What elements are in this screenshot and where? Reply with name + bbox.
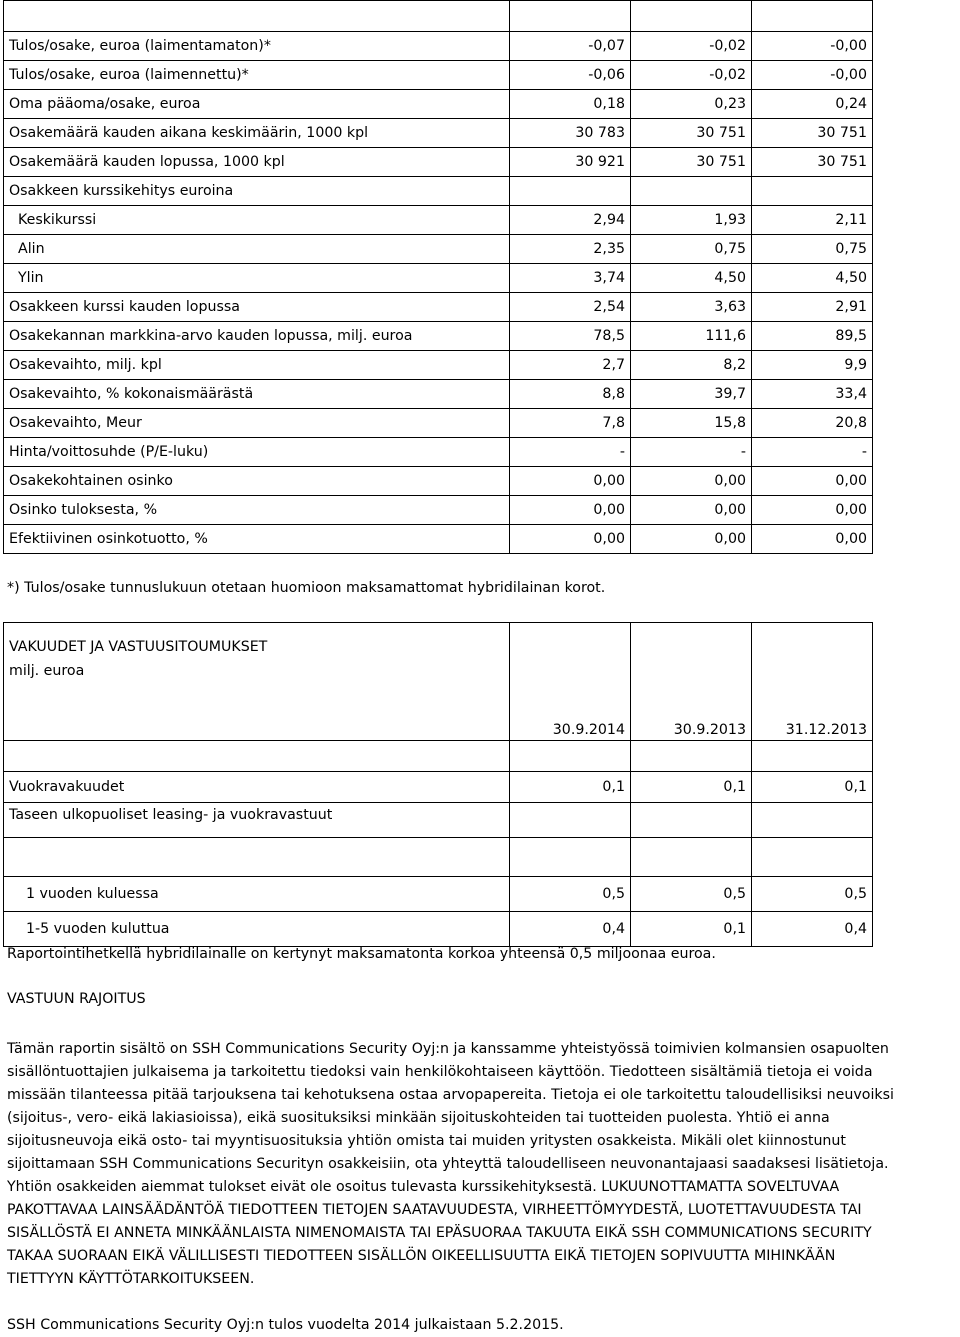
key-figure-value: 8,8	[510, 380, 631, 409]
key-figure-label: Alin	[4, 235, 510, 264]
disclaimer-line: TIETTYYN KÄYTTÖTARKOITUKSEEN.	[7, 1271, 255, 1287]
key-figure-value: -0,07	[510, 32, 631, 61]
key-figure-value: 0,00	[510, 496, 631, 525]
key-figure-value: -0,02	[631, 61, 752, 90]
commitments-title: VAKUUDET JA VASTUUSITOUMUKSET	[9, 639, 268, 655]
key-figure-value: 2,7	[510, 351, 631, 380]
key-figure-value: 0,75	[752, 235, 873, 264]
key-figure-value: 2,91	[752, 293, 873, 322]
key-figure-value: 0,00	[631, 496, 752, 525]
disclaimer-text	[7, 1038, 957, 1291]
key-figure-value	[631, 177, 752, 206]
rent-value-1: 0,1	[510, 772, 631, 803]
date-header-3: 31.12.2013	[752, 623, 873, 741]
key-figure-row	[4, 496, 873, 525]
key-figure-label: Osakemäärä kauden lopussa, 1000 kpl	[4, 148, 510, 177]
disclaimer-line: sisällöntuottajien julkaisema ja tarkoitettu tiedoksi vain henkilökohtaiseen käyttöön. Tiedotteen sisältämiä tietoja ei voida	[7, 1064, 873, 1080]
disclaimer-title: VASTUUN RAJOITUS	[7, 991, 146, 1007]
key-figure-row	[4, 206, 873, 235]
key-figure-row	[4, 380, 873, 409]
leasing-sub-value: 0,5	[752, 877, 873, 912]
key-figure-value: 7,8	[510, 409, 631, 438]
key-figure-label: Oma pääoma/osake, euroa	[4, 90, 510, 119]
key-figure-row	[4, 293, 873, 322]
key-figures-body	[4, 1, 873, 554]
key-figure-value: 0,00	[510, 525, 631, 554]
spacer-row	[4, 838, 873, 877]
key-figure-row	[4, 148, 873, 177]
leasing-within-1-year-row	[4, 877, 873, 912]
key-figure-value: 15,8	[631, 409, 752, 438]
key-figure-value: -	[631, 438, 752, 467]
disclaimer-line: Tämän raportin sisältö on SSH Communications Security Oyj:n ja kanssamme yhteistyössä toimivien kolmansien osapuolten	[7, 1041, 889, 1057]
key-figure-value: 0,00	[631, 467, 752, 496]
header-cell-col1	[510, 1, 631, 32]
disclaimer-line: sijoittamaan SSH Communications Securityn osakkeisiin, ota yhteyttä taloudelliseen neuvonantajaasi saadaksesi lisätietoja.	[7, 1156, 889, 1172]
key-figure-label: Efektiivinen osinkotuotto, %	[4, 525, 510, 554]
key-figure-value: 3,74	[510, 264, 631, 293]
key-figure-value: 4,50	[752, 264, 873, 293]
key-figure-label: Hinta/voittosuhde (P/E-luku)	[4, 438, 510, 467]
key-figure-row	[4, 177, 873, 206]
key-figure-row	[4, 32, 873, 61]
key-figure-value	[752, 177, 873, 206]
key-figure-value: 89,5	[752, 322, 873, 351]
leasing-sub-label: 1 vuoden kuluessa	[4, 877, 510, 912]
leasing-sub-value: 0,5	[510, 877, 631, 912]
date-header-2: 30.9.2013	[631, 623, 752, 741]
key-figure-value: -0,02	[631, 32, 752, 61]
key-figure-label: Osakkeen kurssikehitys euroina	[4, 177, 510, 206]
key-figure-label: Tulos/osake, euroa (laimennettu)*	[4, 61, 510, 90]
key-figure-value: 2,94	[510, 206, 631, 235]
leasing-label: Taseen ulkopuoliset leasing- ja vuokravastuut	[4, 803, 510, 838]
publish-date-note: SSH Communications Security Oyj:n tulos vuodelta 2014 julkaistaan 5.2.2015.	[7, 1317, 564, 1333]
leasing-sub-value: 0,1	[631, 912, 752, 947]
key-figure-value: 0,00	[752, 525, 873, 554]
commitments-header-row	[4, 623, 873, 741]
key-figure-row	[4, 61, 873, 90]
rent-guarantees-row	[4, 772, 873, 803]
key-figure-value: 111,6	[631, 322, 752, 351]
key-figure-value: 30 751	[631, 119, 752, 148]
key-figure-row	[4, 438, 873, 467]
hybrid-interest-note: Raportointihetkellä hybridilainalle on kertynyt maksamatonta korkoa yhteensä 0,5 miljoonaa euroa.	[7, 946, 716, 962]
key-figure-value: 0,00	[510, 467, 631, 496]
key-figure-row	[4, 525, 873, 554]
leasing-sub-value: 0,4	[510, 912, 631, 947]
key-figure-value: 33,4	[752, 380, 873, 409]
header-cell-label	[4, 1, 510, 32]
key-figure-value: 3,63	[631, 293, 752, 322]
commitments-title-cell	[4, 623, 510, 741]
key-figure-value: -0,00	[752, 61, 873, 90]
key-figure-value: 30 751	[752, 119, 873, 148]
rent-value-3: 0,1	[752, 772, 873, 803]
key-figure-row	[4, 322, 873, 351]
leasing-sub-value: 0,4	[752, 912, 873, 947]
header-cell-col2	[631, 1, 752, 32]
key-figure-value: 0,00	[631, 525, 752, 554]
key-figure-row	[4, 90, 873, 119]
key-figure-label: Tulos/osake, euroa (laimentamaton)*	[4, 32, 510, 61]
key-figure-label: Ylin	[4, 264, 510, 293]
key-figure-row	[4, 409, 873, 438]
rent-guarantees-label: Vuokravakuudet	[4, 772, 510, 803]
key-figure-label: Osinko tuloksesta, %	[4, 496, 510, 525]
key-figure-value: -	[510, 438, 631, 467]
disclaimer-line: PAKOTTAVAA LAINSÄÄDÄNTÖÄ TIEDOTTEEN TIETOJEN SAATAVUUDESTA, VIRHEETTÖMYYDESTÄ, LUOTETTAVUUDESTA TAI	[7, 1202, 862, 1218]
key-figure-value: 39,7	[631, 380, 752, 409]
key-figure-row	[4, 119, 873, 148]
commitments-table	[3, 622, 873, 947]
key-figure-value: -0,06	[510, 61, 631, 90]
key-figure-value	[510, 177, 631, 206]
key-figure-row	[4, 351, 873, 380]
key-figure-row	[4, 467, 873, 496]
key-figure-value: 8,2	[631, 351, 752, 380]
disclaimer-line: Yhtiön osakkeiden aiemmat tulokset eivät ole osoitus tulevasta kurssikehityksestä. LUKUUNOTTAMATTA SOVELTUVAA	[7, 1179, 840, 1195]
leasing-row	[4, 803, 873, 838]
key-figure-value: 0,00	[752, 467, 873, 496]
key-figure-row	[4, 235, 873, 264]
key-figure-value: 30 783	[510, 119, 631, 148]
leasing-1-5-years-row	[4, 912, 873, 947]
key-figure-label: Osakekannan markkina-arvo kauden lopussa, milj. euroa	[4, 322, 510, 351]
hybrid-eps-footnote: *) Tulos/osake tunnuslukuun otetaan huomioon maksamattomat hybridilainan korot.	[7, 580, 606, 596]
key-figure-label: Osakevaihto, Meur	[4, 409, 510, 438]
key-figure-label: Osakevaihto, % kokonaismäärästä	[4, 380, 510, 409]
key-figure-value: 78,5	[510, 322, 631, 351]
key-figure-value: -0,00	[752, 32, 873, 61]
key-figure-label: Osakkeen kurssi kauden lopussa	[4, 293, 510, 322]
key-figure-value: 0,00	[752, 496, 873, 525]
key-figure-value: 4,50	[631, 264, 752, 293]
key-figure-value: -	[752, 438, 873, 467]
disclaimer-line: missään tilanteessa pitää tarjouksena tai kehotuksena ostaa arvopapereita. Tietoja ei ole tarkoitettu taloudellisiksi neuvoiksi	[7, 1087, 894, 1103]
disclaimer-line: (sijoitus-, vero- eikä lakiasioissa), eikä suosituksiksi minkään sijoituskohteiden tai tuotteiden puolesta. Yhtiö ei anna	[7, 1110, 830, 1126]
key-figure-value: 20,8	[752, 409, 873, 438]
key-figure-value: 0,18	[510, 90, 631, 119]
key-figure-value: 0,23	[631, 90, 752, 119]
key-figure-label: Osakevaihto, milj. kpl	[4, 351, 510, 380]
key-figure-value: 2,11	[752, 206, 873, 235]
date-header-1: 30.9.2014	[510, 623, 631, 741]
rent-value-2: 0,1	[631, 772, 752, 803]
key-figure-value: 0,24	[752, 90, 873, 119]
key-figure-value: 0,75	[631, 235, 752, 264]
blank-row	[4, 741, 873, 772]
key-figure-label: Osakekohtainen osinko	[4, 467, 510, 496]
disclaimer-line: TAKAA SUORAAN EIKÄ VÄLILLISESTI TIEDOTTEEN SISÄLLÖN OIKEELLISUUTTA EIKÄ TIETOJEN SOPIVUUTTA MIHINKÄÄN	[7, 1248, 836, 1264]
key-figure-label: Osakemäärä kauden aikana keskimäärin, 1000 kpl	[4, 119, 510, 148]
disclaimer-line: sijoitusneuvoja eikä osto- tai myyntisuosituksia yhtiön omista tai muiden yritysten osakkeista. Mikäli olet kiinnostunut	[7, 1133, 846, 1149]
key-figure-row	[4, 264, 873, 293]
key-figure-label: Keskikurssi	[4, 206, 510, 235]
key-figure-value: 30 751	[631, 148, 752, 177]
commitments-unit: milj. euroa	[9, 663, 85, 679]
leasing-sub-value: 0,5	[631, 877, 752, 912]
key-figure-value: 30 921	[510, 148, 631, 177]
header-cell-col3	[752, 1, 873, 32]
key-figure-value: 30 751	[752, 148, 873, 177]
key-figure-value: 9,9	[752, 351, 873, 380]
disclaimer-line: SISÄLLÖSTÄ EI ANNETA MINKÄÄNLAISTA NIMENOMAISTA TAI EPÄSUORAA TAKUUTA EIKÄ SSH COMMUNICATIONS SECURITY	[7, 1225, 872, 1241]
key-figure-value: 2,35	[510, 235, 631, 264]
key-figures-table	[3, 0, 873, 554]
key-figures-header-row	[4, 1, 873, 32]
leasing-sub-label: 1-5 vuoden kuluttua	[4, 912, 510, 947]
key-figure-value: 1,93	[631, 206, 752, 235]
key-figure-value: 2,54	[510, 293, 631, 322]
